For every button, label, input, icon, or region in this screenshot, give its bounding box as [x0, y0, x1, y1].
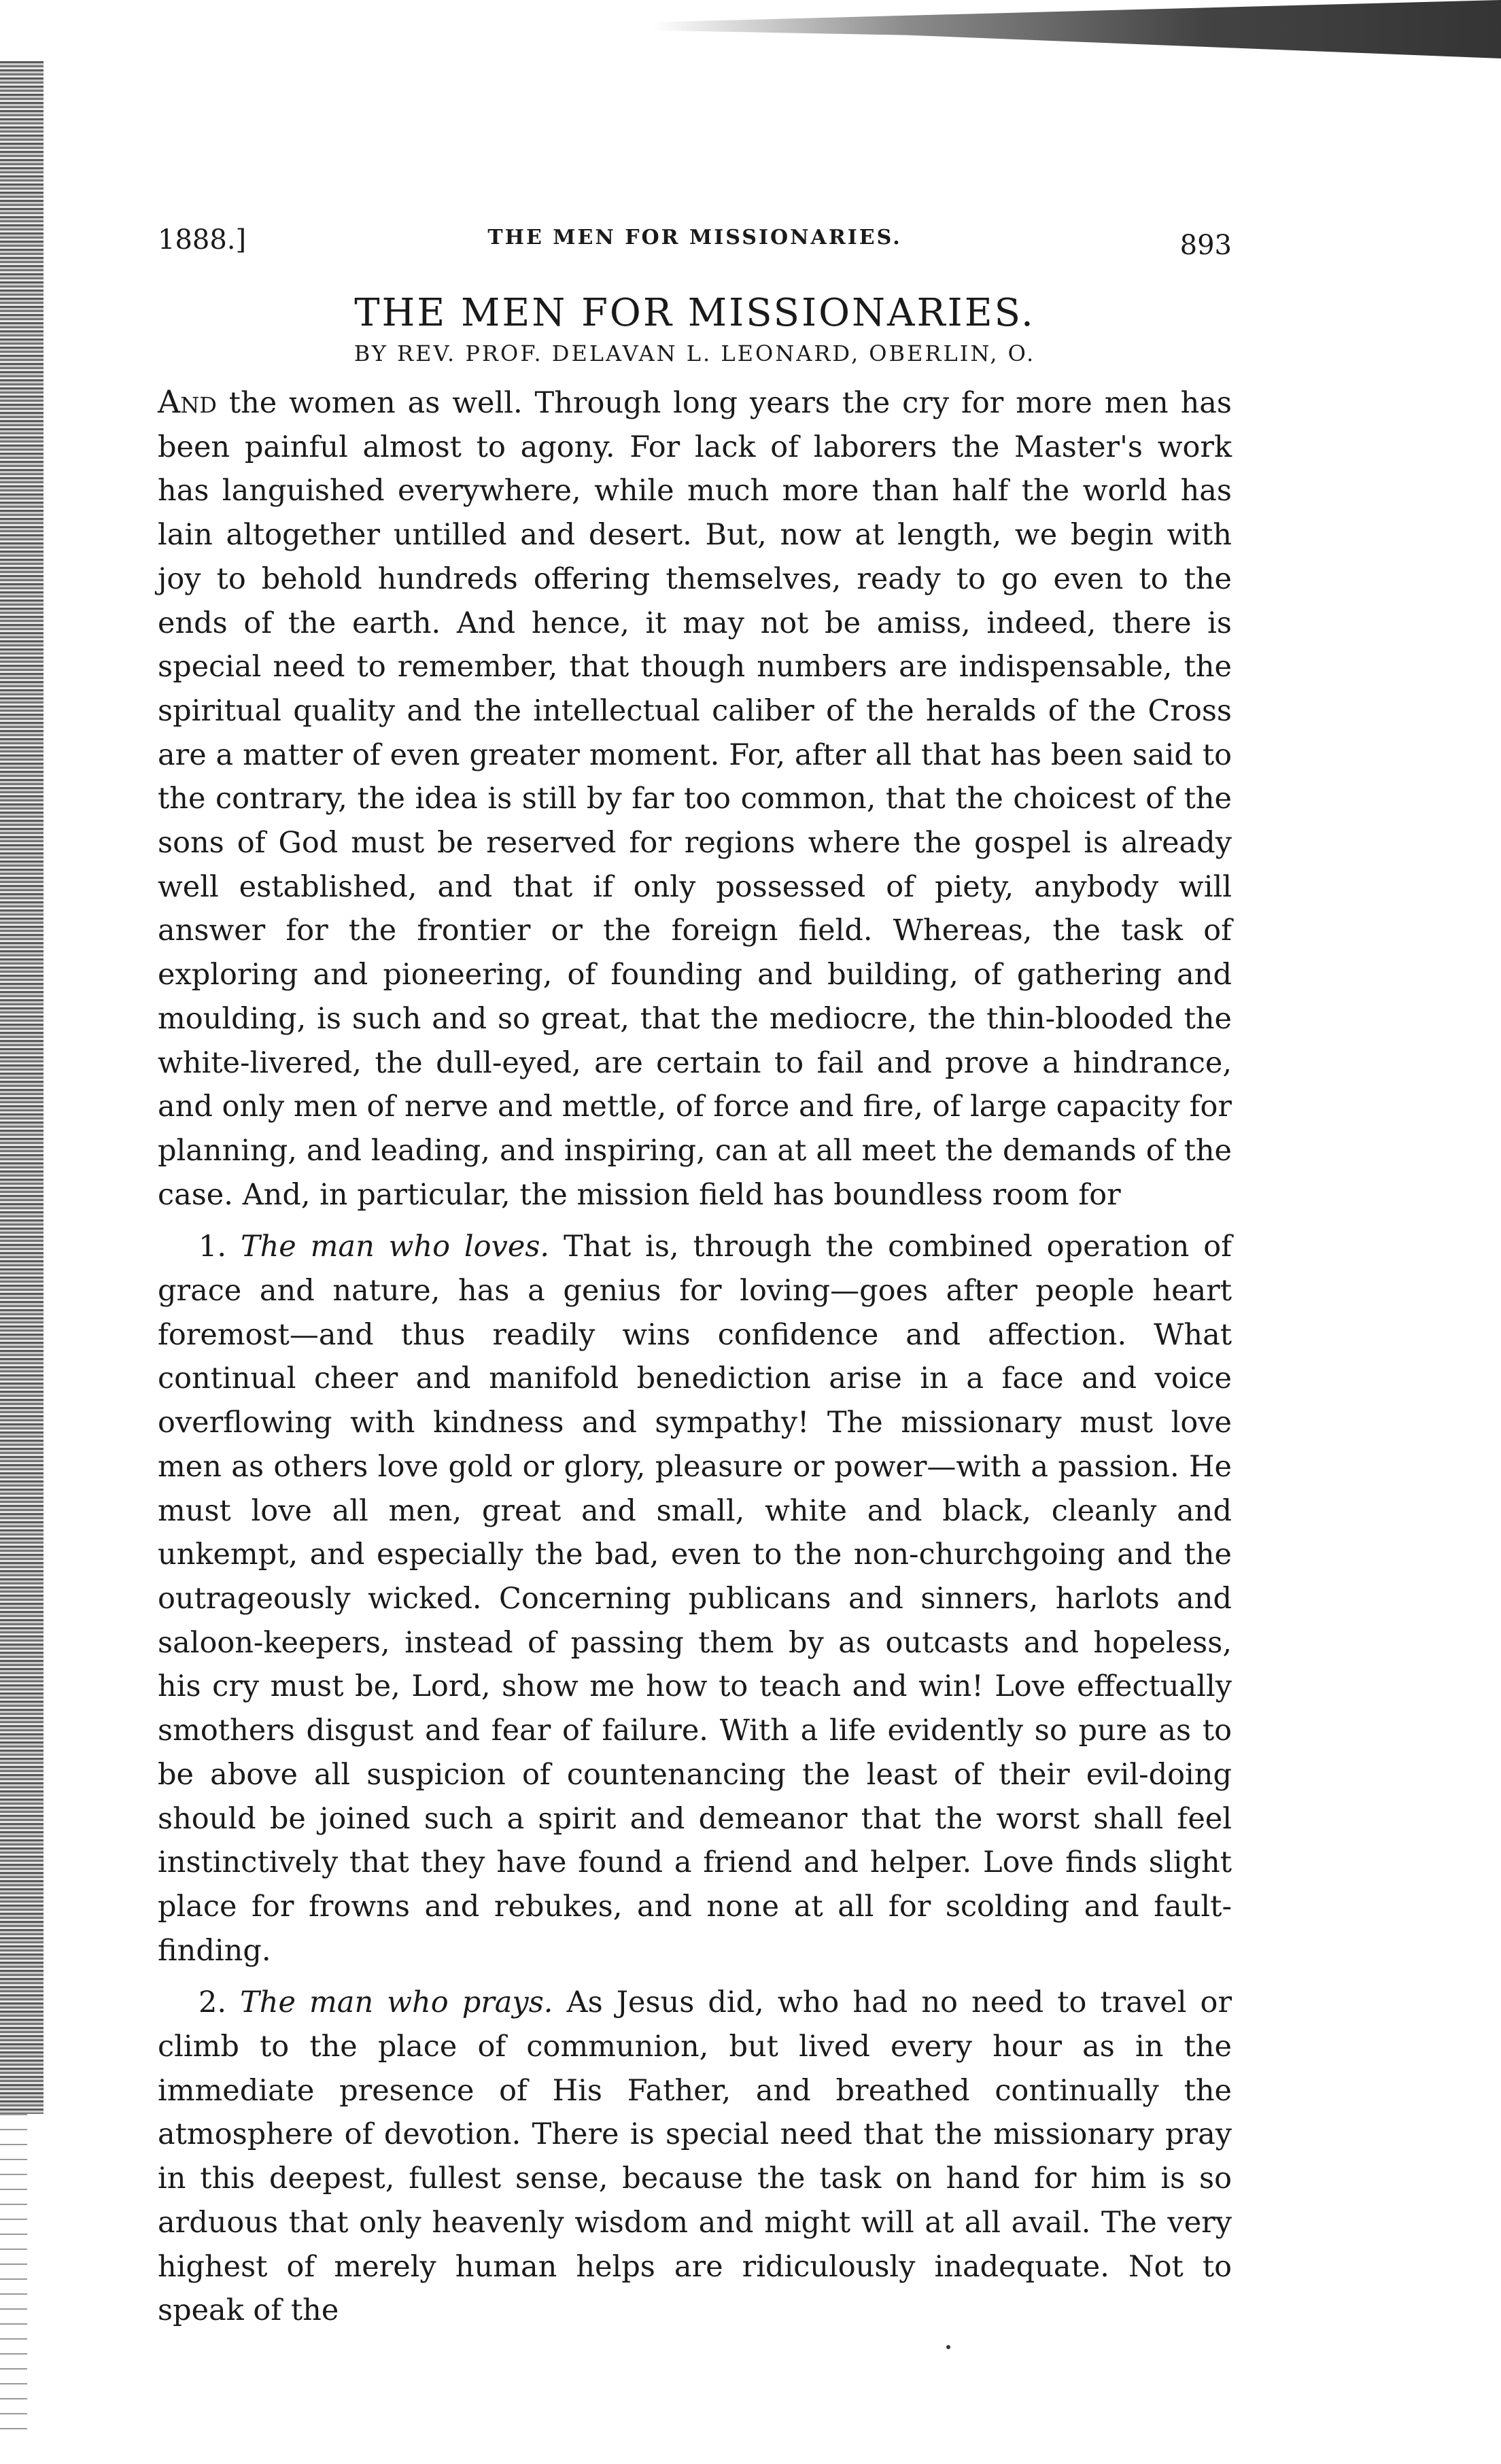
page-number: 893	[1179, 230, 1232, 261]
article-title: THE MEN FOR MISSIONARIES.	[354, 291, 1035, 335]
scan-binding-edge	[0, 61, 44, 2114]
section-1-paragraph	[158, 1225, 1232, 1973]
page-content	[158, 218, 1232, 2333]
scan-shadow-top	[651, 0, 1501, 58]
section-1-text: That is, through the combined operation of grace and nature, has a genius for loving—goes after people heart foremost—and thus readily wins confidence and affection. What continual cheer and manifold benediction arise in a face and voice overflowing with kindness and sympathy! The missionary must love men as others love gold or glory, pleasure or power—with a passion. He must love all men, great and small, white and black, cleanly and unkempt, and especially the bad, even to the non-churchgoing and the outrageously wicked. Concerning publicans and sinners, harlots and saloon-keepers, instead of passing them by as outcasts and hopeless, his cry must be, Lord, show me how to teach and win! Love effectually smothers disgust and fear of failure. With a life evidently so pure as to be above all suspicion of countenancing the least of their evil-doing should be joined such a spirit and demeanor that the worst shall feel instinctively that they have found a friend and helper. Love finds slight place for frowns and rebukes, and none at all for scolding and fault-finding.	[158, 1230, 1232, 1968]
intro-paragraph	[158, 380, 1232, 1217]
scan-binding-edge-lower	[0, 2114, 27, 2440]
running-head	[158, 218, 1232, 265]
scan-speck	[946, 2345, 950, 2349]
intro-lead-word: And	[158, 383, 217, 420]
section-2-paragraph	[158, 1981, 1232, 2333]
section-1-title: The man who loves.	[240, 1230, 550, 1264]
section-1-number: 1.	[199, 1230, 227, 1264]
byline: BY REV. PROF. DELAVAN L. LEONARD, OBERLIN, O.	[353, 341, 1036, 366]
running-head-title: THE MEN FOR MISSIONARIES.	[487, 226, 902, 249]
section-2-text: As Jesus did, who had no need to travel or climb to the place of communion, but lived every hour as in the immediate presence of His Father, and breathed continually the atmosphere of devotion. There is special need that the missionary pray in this deepest, fullest sense, because the task on hand for him is so arduous that only heavenly wisdom and might will at all avail. The very highest of merely human helps are ridiculously inadequate. Not to speak of the	[158, 1985, 1232, 2328]
running-head-year: 1888.]	[158, 224, 247, 256]
section-2-number: 2.	[199, 1985, 227, 2020]
intro-text: the women as well. Through long years the cry for more men has been painful almost to agony. For lack of laborers the Master's work has languished everywhere, while much more than half the world has lain altogether untilled and desert. But, now at length, we begin with joy to behold hundreds offering themselves, ready to go even to the ends of the earth. And hence, it may not be amiss, indeed, there is special need to remember, that though numbers are indispensable, the spiritual quality and the intellectual caliber of the heralds of the Cross are a matter of even greater moment. For, after all that has been said to the contrary, the idea is still by far too common, that the choicest of the sons of God must be reserved for regions where the gospel is already well established, and that if only possessed of piety, anybody will answer for the frontier or the foreign field. Whereas, the task of exploring and pioneering, of founding and building, of gathering and moulding, is such and so great, that the mediocre, the thin-blooded the white-livered, the dull-eyed, are certain to fail and prove a hindrance, and only men of nerve and mettle, of force and fire, of large capacity for planning, and leading, and inspiring, can at all meet the demands of the case. And, in particular, the mission field has boundless room for	[158, 386, 1232, 1212]
section-2-title: The man who prays.	[240, 1985, 553, 2020]
